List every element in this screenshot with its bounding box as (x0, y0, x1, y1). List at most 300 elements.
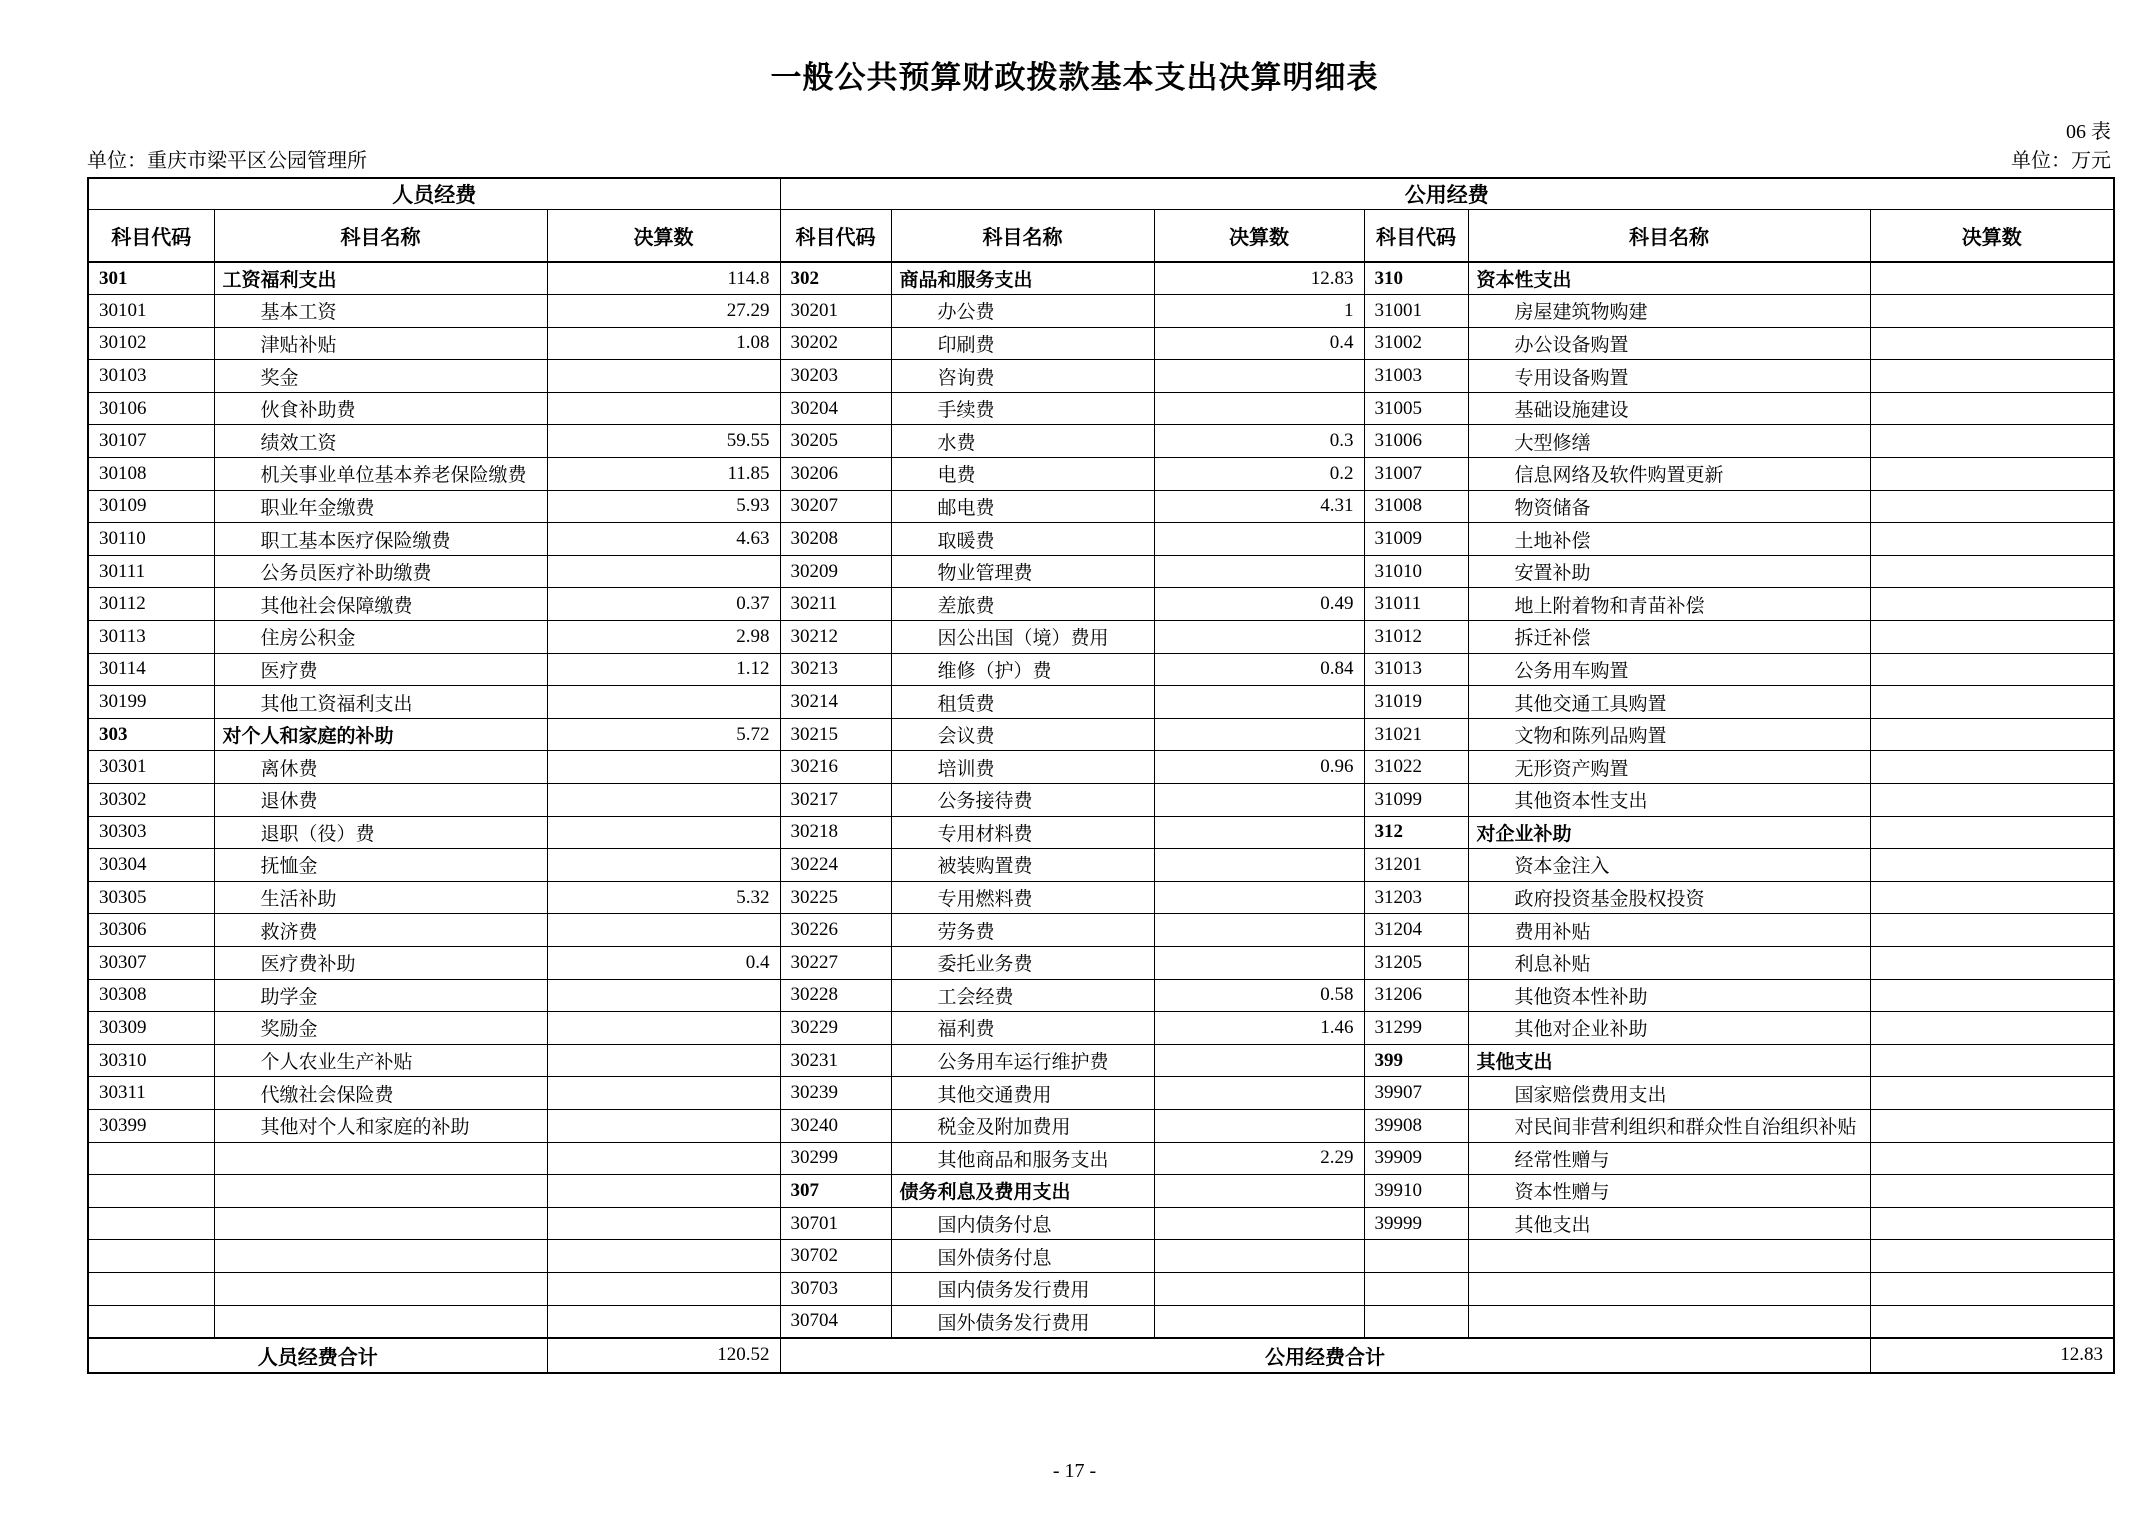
table-row (88, 621, 2114, 654)
cell-amount (1870, 784, 2114, 817)
cell-amount (1870, 523, 2114, 556)
cell-subject-name: 安置补助 (1468, 555, 1870, 588)
cell-amount (547, 1142, 780, 1175)
cell-amount: 0.37 (547, 588, 780, 621)
cell-subject-name: 办公费 (891, 295, 1154, 328)
cell-subject-code: 31002 (1364, 327, 1468, 360)
cell-subject-code (1364, 1272, 1468, 1305)
cell-amount: 0.2 (1154, 458, 1364, 491)
cell-amount (547, 1305, 780, 1338)
cell-subject-name: 医疗费 (214, 653, 547, 686)
cell-amount: 0.96 (1154, 751, 1364, 784)
cell-subject-code: 30106 (88, 392, 214, 425)
cell-amount (547, 1044, 780, 1077)
cell-subject-code: 30103 (88, 360, 214, 393)
cell-amount (1154, 686, 1364, 719)
cell-subject-code: 39908 (1364, 1109, 1468, 1142)
cell-subject-name: 公务用车购置 (1468, 653, 1870, 686)
cell-subject-name: 专用燃料费 (891, 881, 1154, 914)
col-header-code: 科目代码 (88, 210, 214, 263)
cell-subject-code: 30199 (88, 686, 214, 719)
cell-subject-code: 31299 (1364, 1012, 1468, 1045)
cell-amount (1870, 1044, 2114, 1077)
cell-subject-code: 30306 (88, 914, 214, 947)
cell-subject-code: 30399 (88, 1109, 214, 1142)
cell-subject-name: 对个人和家庭的补助 (214, 718, 547, 751)
public-total-label: 公用经费合计 (780, 1338, 1870, 1373)
cell-subject-name: 绩效工资 (214, 425, 547, 458)
cell-amount (1154, 1044, 1364, 1077)
cell-subject-name: 基础设施建设 (1468, 392, 1870, 425)
cell-subject-name: 国家赔偿费用支出 (1468, 1077, 1870, 1110)
cell-amount (1870, 1077, 2114, 1110)
cell-amount (1870, 588, 2114, 621)
cell-subject-code: 31008 (1364, 490, 1468, 523)
cell-amount (1870, 425, 2114, 458)
table-row (88, 1305, 2114, 1338)
cell-subject-code: 30202 (780, 327, 891, 360)
cell-subject-name: 其他交通工具购置 (1468, 686, 1870, 719)
public-total-value: 12.83 (1870, 1338, 2114, 1373)
cell-subject-name: 抚恤金 (214, 849, 547, 882)
cell-subject-code: 39910 (1364, 1175, 1468, 1208)
cell-subject-code: 30113 (88, 621, 214, 654)
unit-line (87, 144, 2111, 173)
cell-amount (1154, 784, 1364, 817)
cell-subject-code: 31021 (1364, 718, 1468, 751)
cell-subject-code: 31001 (1364, 295, 1468, 328)
cell-subject-code: 31205 (1364, 946, 1468, 979)
cell-subject-code: 301 (88, 262, 214, 295)
cell-subject-name: 资本性赠与 (1468, 1175, 1870, 1208)
cell-amount (547, 1240, 780, 1273)
table-row (88, 458, 2114, 491)
cell-amount (547, 914, 780, 947)
table-row (88, 523, 2114, 556)
cell-subject-code: 31005 (1364, 392, 1468, 425)
cell-subject-code: 30302 (88, 784, 214, 817)
cell-subject-code: 30207 (780, 490, 891, 523)
cell-subject-name: 助学金 (214, 979, 547, 1012)
table-row (88, 914, 2114, 947)
cell-subject-code: 30299 (780, 1142, 891, 1175)
cell-subject-code: 30226 (780, 914, 891, 947)
cell-subject-code: 30303 (88, 816, 214, 849)
cell-subject-code: 31019 (1364, 686, 1468, 719)
cell-subject-code (88, 1240, 214, 1273)
table-row (88, 1142, 2114, 1175)
cell-subject-name: 职业年金缴费 (214, 490, 547, 523)
cell-subject-code: 30110 (88, 523, 214, 556)
cell-subject-code: 31201 (1364, 849, 1468, 882)
table-row (88, 816, 2114, 849)
cell-subject-name: 其他支出 (1468, 1207, 1870, 1240)
cell-subject-code: 30224 (780, 849, 891, 882)
cell-subject-code (88, 1207, 214, 1240)
cell-subject-name (214, 1142, 547, 1175)
cell-amount (1870, 262, 2114, 295)
cell-subject-name: 国内债务发行费用 (891, 1272, 1154, 1305)
personnel-total-value: 120.52 (547, 1338, 780, 1373)
cell-subject-name: 债务利息及费用支出 (891, 1175, 1154, 1208)
table-row (88, 392, 2114, 425)
cell-subject-code: 31013 (1364, 653, 1468, 686)
cell-subject-name: 租赁费 (891, 686, 1154, 719)
table-row (88, 979, 2114, 1012)
cell-subject-name: 利息补贴 (1468, 946, 1870, 979)
cell-subject-name: 其他工资福利支出 (214, 686, 547, 719)
cell-subject-name: 伙食补助费 (214, 392, 547, 425)
cell-subject-name: 政府投资基金股权投资 (1468, 881, 1870, 914)
cell-amount (1870, 979, 2114, 1012)
cell-subject-code: 30703 (780, 1272, 891, 1305)
cell-subject-name: 经常性赠与 (1468, 1142, 1870, 1175)
cell-subject-name: 代缴社会保险费 (214, 1077, 547, 1110)
cell-subject-code: 30114 (88, 653, 214, 686)
cell-amount (547, 1207, 780, 1240)
cell-subject-name: 其他资本性补助 (1468, 979, 1870, 1012)
cell-amount: 2.29 (1154, 1142, 1364, 1175)
cell-subject-code: 30307 (88, 946, 214, 979)
cell-subject-name: 费用补贴 (1468, 914, 1870, 947)
cell-amount (547, 1272, 780, 1305)
cell-subject-name: 办公设备购置 (1468, 327, 1870, 360)
cell-amount (1154, 1240, 1364, 1273)
cell-subject-code: 30102 (88, 327, 214, 360)
cell-subject-name (214, 1305, 547, 1338)
cell-subject-code: 30101 (88, 295, 214, 328)
cell-amount (547, 1077, 780, 1110)
cell-subject-name: 津贴补贴 (214, 327, 547, 360)
cell-subject-name: 公务接待费 (891, 784, 1154, 817)
unit-organization: 单位：重庆市梁平区公园管理所 (87, 150, 367, 172)
cell-amount (1154, 1175, 1364, 1208)
cell-subject-code: 30301 (88, 751, 214, 784)
cell-amount: 5.93 (547, 490, 780, 523)
table-row (88, 425, 2114, 458)
cell-subject-name: 国外债务付息 (891, 1240, 1154, 1273)
cell-subject-name (214, 1240, 547, 1273)
cell-subject-name: 福利费 (891, 1012, 1154, 1045)
cell-amount: 1.08 (547, 327, 780, 360)
cell-amount (1154, 360, 1364, 393)
cell-subject-name: 资本金注入 (1468, 849, 1870, 882)
cell-subject-name: 拆迁补偿 (1468, 621, 1870, 654)
table-row (88, 1240, 2114, 1273)
cell-amount (1870, 295, 2114, 328)
cell-amount (1870, 458, 2114, 491)
cell-subject-name: 电费 (891, 458, 1154, 491)
cell-subject-code: 30107 (88, 425, 214, 458)
cell-amount (1870, 1305, 2114, 1338)
page-title: 一般公共预算财政拨款基本支出决算明细表 (770, 60, 1379, 95)
col-header-name: 科目名称 (891, 210, 1154, 263)
cell-subject-code: 31010 (1364, 555, 1468, 588)
col-header-amount: 决算数 (1870, 210, 2114, 263)
cell-amount (1154, 523, 1364, 556)
unit-currency: 单位：万元 (2011, 150, 2111, 172)
cell-subject-name: 培训费 (891, 751, 1154, 784)
col-header-amount: 决算数 (1154, 210, 1364, 263)
group-header-public: 公用经费 (780, 178, 2114, 210)
cell-amount (1870, 1109, 2114, 1142)
cell-subject-code: 31206 (1364, 979, 1468, 1012)
cell-subject-code: 30108 (88, 458, 214, 491)
cell-subject-code: 30209 (780, 555, 891, 588)
table-row (88, 262, 2114, 295)
cell-amount (1870, 686, 2114, 719)
cell-subject-name: 对企业补助 (1468, 816, 1870, 849)
cell-subject-name: 退职（役）费 (214, 816, 547, 849)
cell-subject-name: 因公出国（境）费用 (891, 621, 1154, 654)
cell-amount (1154, 392, 1364, 425)
cell-subject-code: 30216 (780, 751, 891, 784)
cell-subject-name: 邮电费 (891, 490, 1154, 523)
cell-subject-code: 30227 (780, 946, 891, 979)
cell-amount: 1 (1154, 295, 1364, 328)
cell-amount (547, 392, 780, 425)
cell-amount (1870, 392, 2114, 425)
cell-subject-name: 维修（护）费 (891, 653, 1154, 686)
cell-subject-name: 公务用车运行维护费 (891, 1044, 1154, 1077)
cell-amount (1870, 1175, 2114, 1208)
cell-subject-code: 30212 (780, 621, 891, 654)
cell-amount: 0.58 (1154, 979, 1364, 1012)
cell-subject-name: 税金及附加费用 (891, 1109, 1154, 1142)
cell-amount (1154, 849, 1364, 882)
cell-amount (547, 751, 780, 784)
cell-subject-code: 31009 (1364, 523, 1468, 556)
cell-amount (1154, 946, 1364, 979)
cell-subject-name: 奖励金 (214, 1012, 547, 1045)
cell-subject-name: 差旅费 (891, 588, 1154, 621)
cell-amount: 4.63 (547, 523, 780, 556)
cell-subject-code: 307 (780, 1175, 891, 1208)
cell-subject-code: 30304 (88, 849, 214, 882)
cell-subject-name: 无形资产购置 (1468, 751, 1870, 784)
cell-subject-code: 31012 (1364, 621, 1468, 654)
cell-subject-code: 30211 (780, 588, 891, 621)
cell-amount (1870, 946, 2114, 979)
table-row (88, 881, 2114, 914)
table-number: 06 表 (2066, 121, 2111, 143)
cell-subject-code: 30225 (780, 881, 891, 914)
cell-subject-name: 机关事业单位基本养老保险缴费 (214, 458, 547, 491)
col-header-code: 科目代码 (780, 210, 891, 263)
cell-subject-name: 专用设备购置 (1468, 360, 1870, 393)
cell-subject-name: 房屋建筑物购建 (1468, 295, 1870, 328)
cell-subject-name: 其他对企业补助 (1468, 1012, 1870, 1045)
cell-subject-name (1468, 1240, 1870, 1273)
table-row (88, 1175, 2114, 1208)
cell-subject-name: 退休费 (214, 784, 547, 817)
cell-amount: 11.85 (547, 458, 780, 491)
group-header-personnel: 人员经费 (88, 178, 780, 210)
cell-subject-code: 31022 (1364, 751, 1468, 784)
cell-subject-code: 39909 (1364, 1142, 1468, 1175)
table-row (88, 360, 2114, 393)
table-row (88, 1109, 2114, 1142)
cell-subject-name: 职工基本医疗保险缴费 (214, 523, 547, 556)
cell-subject-code: 31204 (1364, 914, 1468, 947)
cell-subject-name: 取暖费 (891, 523, 1154, 556)
cell-subject-name: 水费 (891, 425, 1154, 458)
cell-amount (547, 1109, 780, 1142)
col-header-amount: 决算数 (547, 210, 780, 263)
cell-subject-code (88, 1175, 214, 1208)
cell-subject-name: 基本工资 (214, 295, 547, 328)
cell-amount (1154, 555, 1364, 588)
table-row (88, 686, 2114, 719)
cell-amount: 0.4 (1154, 327, 1364, 360)
cell-subject-name: 生活补助 (214, 881, 547, 914)
cell-amount (1870, 1207, 2114, 1240)
table-row (88, 1044, 2114, 1077)
cell-subject-name: 离休费 (214, 751, 547, 784)
cell-amount (1870, 816, 2114, 849)
cell-subject-code: 303 (88, 718, 214, 751)
cell-amount (1154, 1109, 1364, 1142)
cell-subject-code: 31203 (1364, 881, 1468, 914)
page-number: - 17 - (1052, 1459, 1097, 1482)
cell-subject-code: 30213 (780, 653, 891, 686)
cell-subject-code: 30702 (780, 1240, 891, 1273)
totals-row (88, 1338, 2114, 1373)
cell-subject-name: 手续费 (891, 392, 1154, 425)
cell-subject-name: 对民间非营利组织和群众性自治组织补贴 (1468, 1109, 1870, 1142)
cell-subject-code: 30205 (780, 425, 891, 458)
cell-subject-code: 30204 (780, 392, 891, 425)
cell-subject-name: 其他资本性支出 (1468, 784, 1870, 817)
cell-subject-code: 30201 (780, 295, 891, 328)
cell-subject-code: 30229 (780, 1012, 891, 1045)
cell-amount (1870, 1142, 2114, 1175)
cell-subject-name: 其他支出 (1468, 1044, 1870, 1077)
table-row (88, 751, 2114, 784)
cell-amount (1870, 718, 2114, 751)
cell-amount (1870, 881, 2114, 914)
cell-subject-name: 专用材料费 (891, 816, 1154, 849)
cell-amount (1870, 621, 2114, 654)
cell-subject-code: 30217 (780, 784, 891, 817)
expenditure-table (87, 177, 2115, 1374)
cell-subject-code: 30228 (780, 979, 891, 1012)
cell-subject-code: 30206 (780, 458, 891, 491)
col-header-name: 科目名称 (214, 210, 547, 263)
cell-subject-name: 奖金 (214, 360, 547, 393)
group-header-row (88, 178, 2114, 210)
cell-subject-code: 31099 (1364, 784, 1468, 817)
cell-amount (1870, 914, 2114, 947)
col-header-code: 科目代码 (1364, 210, 1468, 263)
cell-subject-name (214, 1272, 547, 1305)
cell-amount: 0.4 (547, 946, 780, 979)
table-row (88, 653, 2114, 686)
cell-amount: 2.98 (547, 621, 780, 654)
cell-amount (547, 1012, 780, 1045)
column-header-row (88, 210, 2114, 263)
cell-amount (1154, 621, 1364, 654)
cell-subject-name (1468, 1305, 1870, 1338)
cell-amount (1154, 816, 1364, 849)
cell-subject-name: 地上附着物和青苗补偿 (1468, 588, 1870, 621)
cell-amount (547, 784, 780, 817)
cell-amount: 27.29 (547, 295, 780, 328)
personnel-total-label: 人员经费合计 (88, 1338, 547, 1373)
cell-subject-code: 31003 (1364, 360, 1468, 393)
cell-subject-code: 30215 (780, 718, 891, 751)
cell-subject-code (88, 1142, 214, 1175)
cell-amount (1870, 1240, 2114, 1273)
cell-subject-code: 30309 (88, 1012, 214, 1045)
cell-subject-code: 39907 (1364, 1077, 1468, 1110)
cell-subject-name: 委托业务费 (891, 946, 1154, 979)
cell-subject-code: 30308 (88, 979, 214, 1012)
cell-subject-code: 30310 (88, 1044, 214, 1077)
cell-amount: 0.3 (1154, 425, 1364, 458)
cell-subject-name (1468, 1272, 1870, 1305)
cell-amount (1870, 849, 2114, 882)
table-row (88, 1012, 2114, 1045)
cell-amount (1870, 360, 2114, 393)
cell-amount (1154, 718, 1364, 751)
cell-amount: 0.49 (1154, 588, 1364, 621)
cell-amount (547, 360, 780, 393)
cell-subject-name: 国内债务付息 (891, 1207, 1154, 1240)
cell-amount: 0.84 (1154, 653, 1364, 686)
cell-subject-name: 劳务费 (891, 914, 1154, 947)
cell-subject-code: 30112 (88, 588, 214, 621)
cell-subject-name: 咨询费 (891, 360, 1154, 393)
cell-amount (1154, 1305, 1364, 1338)
cell-amount (547, 979, 780, 1012)
cell-amount (1154, 914, 1364, 947)
cell-subject-code (88, 1305, 214, 1338)
cell-subject-code (1364, 1240, 1468, 1273)
cell-subject-code: 30208 (780, 523, 891, 556)
cell-subject-code: 30240 (780, 1109, 891, 1142)
cell-subject-code: 310 (1364, 262, 1468, 295)
cell-subject-name: 个人农业生产补贴 (214, 1044, 547, 1077)
cell-subject-name: 物资储备 (1468, 490, 1870, 523)
cell-subject-code: 30111 (88, 555, 214, 588)
col-header-name: 科目名称 (1468, 210, 1870, 263)
cell-amount: 4.31 (1154, 490, 1364, 523)
cell-subject-name: 其他社会保障缴费 (214, 588, 547, 621)
cell-amount (1154, 1207, 1364, 1240)
cell-amount (547, 849, 780, 882)
cell-amount (547, 555, 780, 588)
table-row (88, 946, 2114, 979)
table-row (88, 1077, 2114, 1110)
cell-amount: 12.83 (1154, 262, 1364, 295)
cell-amount (547, 1175, 780, 1208)
cell-subject-code: 30311 (88, 1077, 214, 1110)
cell-subject-name: 会议费 (891, 718, 1154, 751)
cell-subject-code: 302 (780, 262, 891, 295)
cell-subject-name: 资本性支出 (1468, 262, 1870, 295)
cell-amount (1870, 1012, 2114, 1045)
table-row (88, 1207, 2114, 1240)
cell-subject-name: 国外债务发行费用 (891, 1305, 1154, 1338)
cell-subject-name: 医疗费补助 (214, 946, 547, 979)
cell-amount (1154, 1272, 1364, 1305)
cell-subject-code: 39999 (1364, 1207, 1468, 1240)
cell-subject-name: 其他交通费用 (891, 1077, 1154, 1110)
cell-subject-code: 30109 (88, 490, 214, 523)
cell-amount: 1.12 (547, 653, 780, 686)
cell-subject-name: 大型修缮 (1468, 425, 1870, 458)
